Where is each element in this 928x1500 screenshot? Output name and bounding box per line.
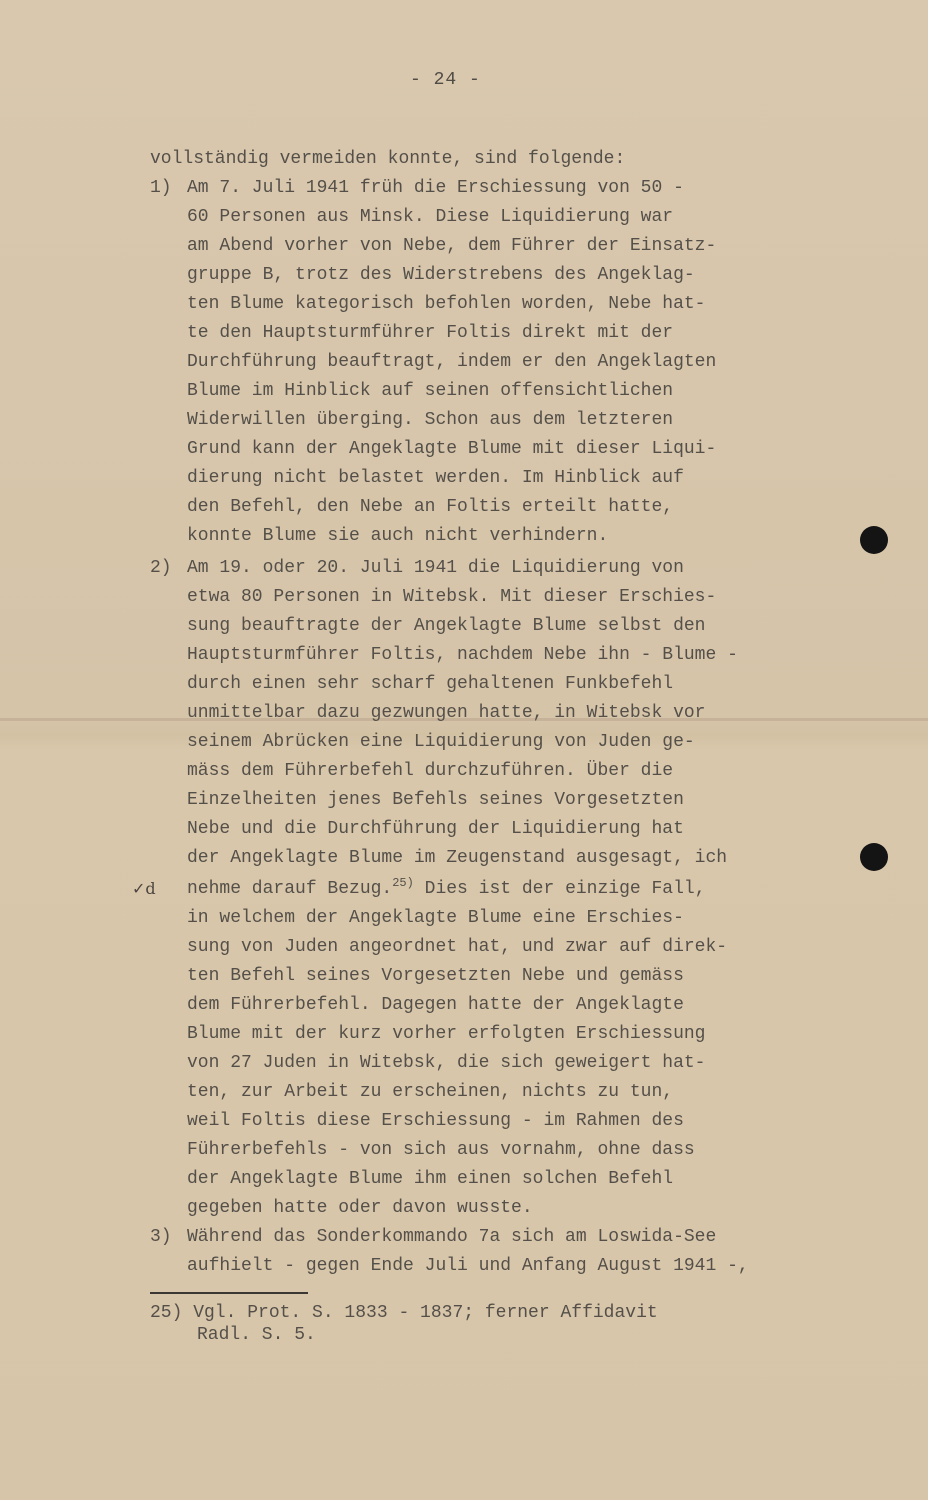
body-line: unmittelbar dazu gezwungen hatte, in Witebsk vor bbox=[187, 703, 706, 723]
item-number: 3) bbox=[150, 1227, 172, 1247]
body-line: Einzelheiten jenes Befehls seines Vorgesetzten bbox=[187, 790, 684, 810]
body-line-continuation: Dies ist der einzige Fall, bbox=[413, 879, 706, 899]
body-line: sung beauftragte der Angeklagte Blume selbst den bbox=[187, 616, 706, 636]
body-line: Durchführung beauftragt, indem er den Angeklagten bbox=[187, 352, 717, 372]
item-number: 1) bbox=[150, 178, 172, 198]
punch-hole bbox=[860, 526, 888, 554]
body-line-with-footnote-ref bbox=[187, 878, 706, 900]
body-line: aufhielt - gegen Ende Juli und Anfang August 1941 -, bbox=[187, 1256, 749, 1276]
body-line: dem Führerbefehl. Dagegen hatte der Angeklagte bbox=[187, 995, 684, 1015]
body-line: sung von Juden angeordnet hat, und zwar auf direk- bbox=[187, 937, 728, 957]
body-line: Führerbefehls - von sich aus vornahm, ohne dass bbox=[187, 1140, 695, 1160]
body-line: etwa 80 Personen in Witebsk. Mit dieser Erschies- bbox=[187, 587, 717, 607]
body-line: durch einen sehr scharf gehaltenen Funkbefehl bbox=[187, 674, 674, 694]
footnote-reference: 25) bbox=[392, 876, 414, 890]
item-number: 2) bbox=[150, 558, 172, 578]
body-line: in welchem der Angeklagte Blume eine Erschies- bbox=[187, 908, 684, 928]
footnote-line: 25) Vgl. Prot. S. 1833 - 1837; ferner Affidavit bbox=[150, 1303, 658, 1323]
body-line: ten, zur Arbeit zu erscheinen, nichts zu tun, bbox=[187, 1082, 674, 1102]
body-line: ten Blume kategorisch befohlen worden, Nebe hat- bbox=[187, 294, 706, 314]
body-line: Widerwillen überging. Schon aus dem letzteren bbox=[187, 410, 674, 430]
body-line: Hauptsturmführer Foltis, nachdem Nebe ihn - Blume - bbox=[187, 645, 738, 665]
body-line: der Angeklagte Blume im Zeugenstand ausgesagt, ich bbox=[187, 848, 728, 868]
body-line: 60 Personen aus Minsk. Diese Liquidierung war bbox=[187, 207, 674, 227]
footnote-divider bbox=[150, 1292, 308, 1294]
body-line: te den Hauptsturmführer Foltis direkt mit der bbox=[187, 323, 674, 343]
body-line: ten Befehl seines Vorgesetzten Nebe und gemäss bbox=[187, 966, 684, 986]
body-line: der Angeklagte Blume ihm einen solchen Befehl bbox=[187, 1169, 674, 1189]
body-line: am Abend vorher von Nebe, dem Führer der Einsatz- bbox=[187, 236, 717, 256]
body-line: weil Foltis diese Erschiessung - im Rahmen des bbox=[187, 1111, 684, 1131]
body-line: Am 7. Juli 1941 früh die Erschiessung von 50 - bbox=[187, 178, 684, 198]
body-line: vollständig vermeiden konnte, sind folgende: bbox=[150, 149, 626, 169]
body-line: konnte Blume sie auch nicht verhindern. bbox=[187, 526, 609, 546]
body-line: Blume mit der kurz vorher erfolgten Erschiessung bbox=[187, 1024, 706, 1044]
body-line: Nebe und die Durchführung der Liquidierung hat bbox=[187, 819, 684, 839]
page-number: - 24 - bbox=[410, 70, 481, 90]
body-line: seinem Abrücken eine Liquidierung von Juden ge- bbox=[187, 732, 695, 752]
body-line: den Befehl, den Nebe an Foltis erteilt hatte, bbox=[187, 497, 674, 517]
body-line: Am 19. oder 20. Juli 1941 die Liquidierung von bbox=[187, 558, 684, 578]
body-line: nehme darauf Bezug. bbox=[187, 879, 393, 899]
body-line: gegeben hatte oder davon wusste. bbox=[187, 1198, 533, 1218]
punch-hole bbox=[860, 843, 888, 871]
body-line: dierung nicht belastet werden. Im Hinblick auf bbox=[187, 468, 684, 488]
body-line: mäss dem Führerbefehl durchzuführen. Über die bbox=[187, 761, 674, 781]
footnote-line: Radl. S. 5. bbox=[197, 1325, 316, 1345]
body-line: Blume im Hinblick auf seinen offensichtlichen bbox=[187, 381, 674, 401]
body-line: Während das Sonderkommando 7a sich am Loswida-See bbox=[187, 1227, 717, 1247]
margin-annotation: ✓d bbox=[132, 879, 156, 898]
body-line: gruppe B, trotz des Widerstrebens des Angeklag- bbox=[187, 265, 695, 285]
body-line: Grund kann der Angeklagte Blume mit dieser Liqui- bbox=[187, 439, 717, 459]
body-line: von 27 Juden in Witebsk, die sich geweigert hat- bbox=[187, 1053, 706, 1073]
